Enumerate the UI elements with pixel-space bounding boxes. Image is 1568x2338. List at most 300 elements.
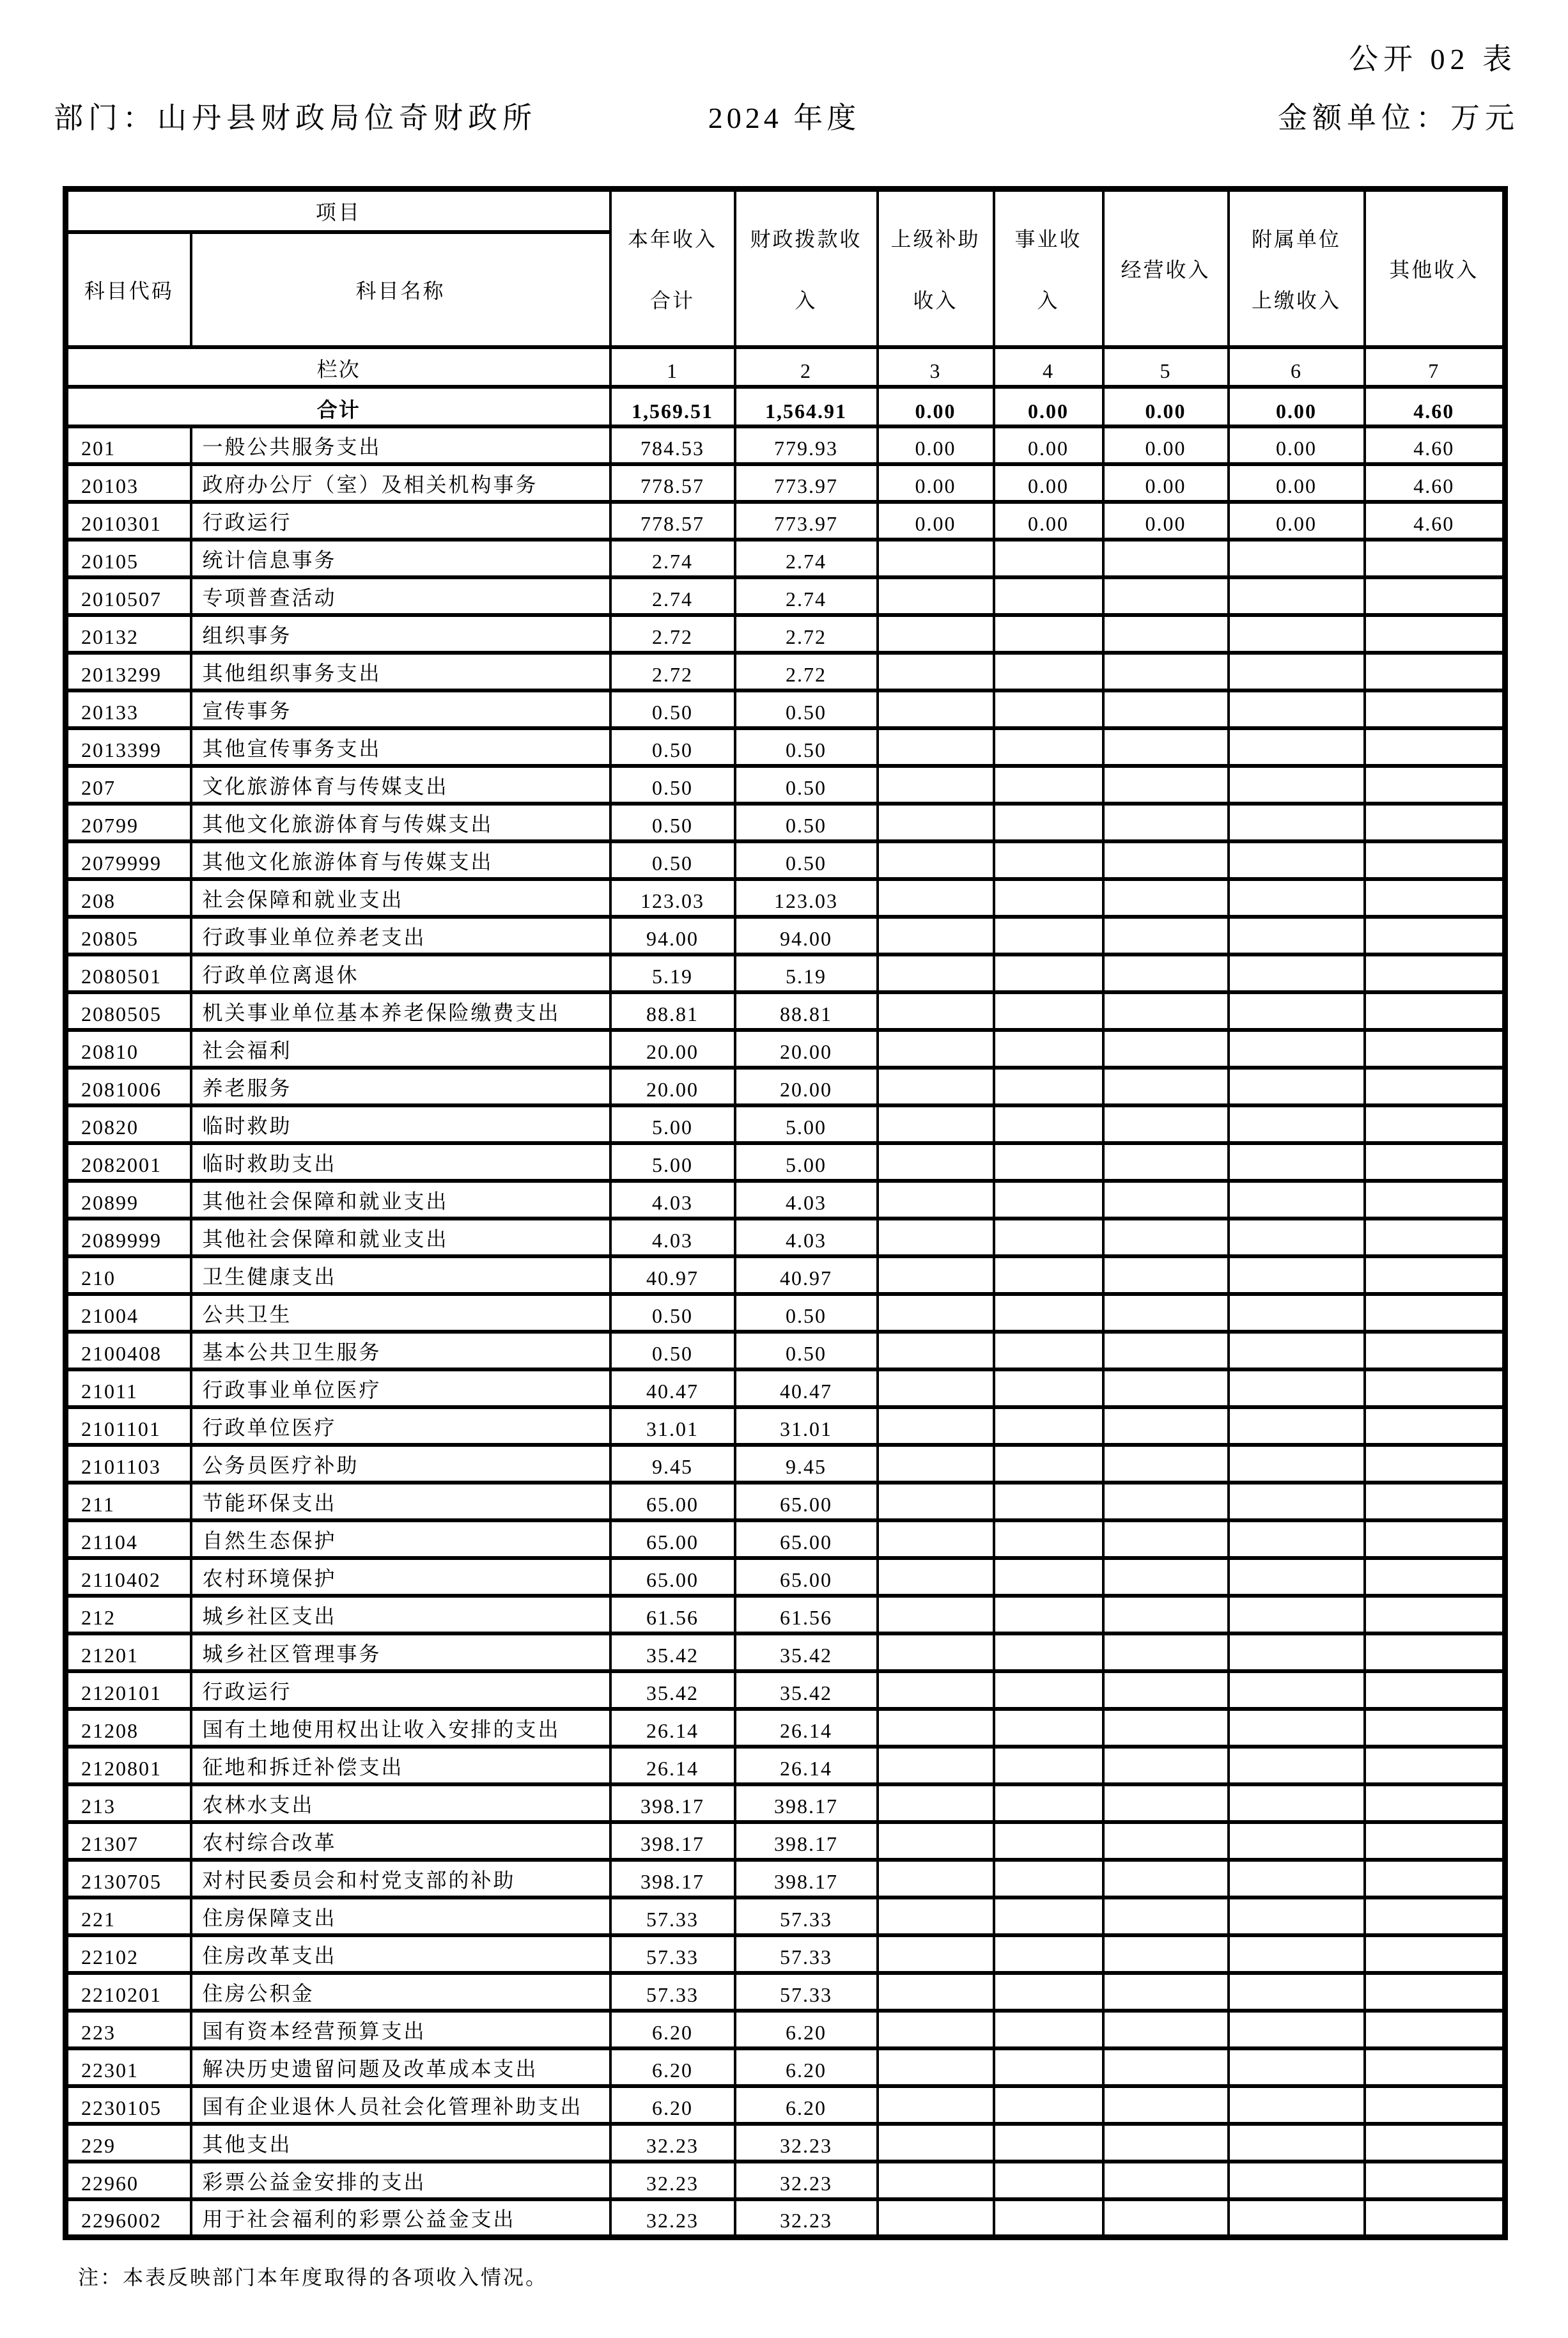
- cell-value: [878, 1822, 994, 1860]
- cell-value: 40.47: [610, 1369, 735, 1407]
- cell-subject-name: 征地和拆迁补偿支出: [191, 1747, 610, 1784]
- cell-value: [878, 917, 994, 955]
- cell-value: [1365, 1294, 1505, 1332]
- cell-value: [1365, 1935, 1505, 1973]
- total-value-cell: 1,564.91: [735, 387, 878, 426]
- cell-value: [1229, 1068, 1365, 1105]
- cell-value: [878, 1860, 994, 1898]
- cell-value: 0.00: [878, 426, 994, 464]
- cell-subject-code: 223: [66, 2011, 191, 2048]
- cell-value: 398.17: [735, 1784, 878, 1822]
- department-label: 部门：山丹县财政局位奇财政所: [54, 102, 537, 134]
- cell-subject-name: 行政运行: [191, 502, 610, 540]
- cell-subject-name: 养老服务: [191, 1068, 610, 1105]
- cell-value: [1103, 728, 1229, 766]
- cell-subject-code: 21208: [66, 1709, 191, 1747]
- column-header-line: 上缴收入: [1252, 288, 1342, 312]
- cell-value: 4.03: [610, 1181, 735, 1219]
- cell-value: [1229, 1520, 1365, 1558]
- cell-value: [1229, 1671, 1365, 1709]
- cell-value: 65.00: [610, 1558, 735, 1596]
- cell-value: [994, 1671, 1103, 1709]
- cell-value: [878, 1143, 994, 1181]
- cell-value: 0.00: [994, 464, 1103, 502]
- cell-value: [994, 992, 1103, 1030]
- cell-value: [1103, 1935, 1229, 1973]
- cell-value: [1365, 1747, 1505, 1784]
- cell-value: [1365, 1973, 1505, 2011]
- cell-value: [1365, 653, 1505, 690]
- cell-value: [1229, 1935, 1365, 1973]
- cell-value: 9.45: [610, 1445, 735, 1483]
- cell-value: [1103, 1219, 1229, 1256]
- table-row: [66, 879, 1505, 917]
- cell-value: 123.03: [610, 879, 735, 917]
- cell-value: 0.50: [610, 690, 735, 728]
- column-header-line: 财政拨款收: [750, 228, 862, 251]
- cell-value: 0.50: [610, 728, 735, 766]
- column-header-fiscal-appropriation: [735, 189, 878, 348]
- table-row: [66, 1596, 1505, 1633]
- cell-subject-name: 组织事务: [191, 615, 610, 653]
- cell-value: 0.00: [1229, 426, 1365, 464]
- cell-value: [1365, 955, 1505, 992]
- cell-value: 65.00: [610, 1520, 735, 1558]
- cell-value: [1229, 804, 1365, 841]
- cell-subject-code: 213: [66, 1784, 191, 1822]
- cell-value: [1365, 577, 1505, 615]
- cell-value: [994, 1369, 1103, 1407]
- cell-value: 398.17: [610, 1784, 735, 1822]
- cell-value: 0.00: [1229, 464, 1365, 502]
- cell-value: 4.60: [1365, 464, 1505, 502]
- cell-value: [994, 1784, 1103, 1822]
- cell-value: 5.00: [735, 1143, 878, 1181]
- cell-value: [1365, 1030, 1505, 1068]
- table-row: [66, 955, 1505, 992]
- cell-subject-code: 20133: [66, 690, 191, 728]
- cell-value: [994, 1898, 1103, 1935]
- cell-value: [994, 1294, 1103, 1332]
- table-row: [66, 1973, 1505, 2011]
- table-row: [66, 766, 1505, 804]
- cell-value: 2.72: [735, 653, 878, 690]
- column-index-cell: 5: [1103, 347, 1229, 387]
- cell-value: [1103, 1520, 1229, 1558]
- cell-value: [994, 1068, 1103, 1105]
- column-header-line: 收入: [913, 288, 958, 312]
- cell-value: 5.00: [735, 1105, 878, 1143]
- cell-value: [1365, 1219, 1505, 1256]
- cell-value: [1365, 1709, 1505, 1747]
- cell-value: [1365, 1407, 1505, 1445]
- cell-value: 784.53: [610, 426, 735, 464]
- cell-value: [994, 615, 1103, 653]
- table-row: [66, 464, 1505, 502]
- table-row: [66, 1369, 1505, 1407]
- cell-subject-name: 用于社会福利的彩票公益金支出: [191, 2199, 610, 2237]
- table-row: [66, 1898, 1505, 1935]
- form-number-label: 公开 02 表: [1349, 43, 1517, 75]
- cell-value: [1365, 804, 1505, 841]
- cell-value: [1229, 728, 1365, 766]
- cell-value: 0.50: [735, 804, 878, 841]
- cell-subject-name: 专项普查活动: [191, 577, 610, 615]
- cell-value: [878, 1935, 994, 1973]
- cell-subject-code: 210: [66, 1256, 191, 1294]
- cell-subject-name: 机关事业单位基本养老保险缴费支出: [191, 992, 610, 1030]
- income-table: [63, 186, 1508, 2240]
- table-row: [66, 992, 1505, 1030]
- cell-subject-code: 21201: [66, 1633, 191, 1671]
- cell-value: [1365, 1558, 1505, 1596]
- column-index-cell: 4: [994, 347, 1103, 387]
- cell-value: [1365, 1596, 1505, 1633]
- cell-value: 398.17: [735, 1822, 878, 1860]
- cell-subject-name: 宣传事务: [191, 690, 610, 728]
- cell-value: 6.20: [735, 2086, 878, 2124]
- cell-value: [1229, 2048, 1365, 2086]
- cell-value: 35.42: [610, 1671, 735, 1709]
- cell-value: [1365, 1633, 1505, 1671]
- cell-value: [1365, 1143, 1505, 1181]
- cell-subject-name: 农村环境保护: [191, 1558, 610, 1596]
- total-value-cell: 0.00: [878, 387, 994, 426]
- cell-value: [994, 1935, 1103, 1973]
- cell-value: [1103, 1633, 1229, 1671]
- cell-value: 26.14: [735, 1747, 878, 1784]
- table-row: [66, 502, 1505, 540]
- cell-value: [1103, 1822, 1229, 1860]
- cell-value: [878, 2086, 994, 2124]
- cell-value: [994, 2124, 1103, 2162]
- cell-value: [1229, 1784, 1365, 1822]
- cell-value: [1103, 540, 1229, 577]
- cell-value: [994, 1633, 1103, 1671]
- cell-value: 20.00: [610, 1068, 735, 1105]
- table-row: [66, 728, 1505, 766]
- cell-value: 94.00: [735, 917, 878, 955]
- cell-value: [878, 1973, 994, 2011]
- cell-value: [878, 1596, 994, 1633]
- cell-value: 0.50: [735, 690, 878, 728]
- cell-subject-name: 公务员医疗补助: [191, 1445, 610, 1483]
- cell-value: [1365, 1256, 1505, 1294]
- cell-value: [1229, 917, 1365, 955]
- column-header-line: 入: [1037, 288, 1060, 312]
- table-row: [66, 1558, 1505, 1596]
- cell-subject-name: 一般公共服务支出: [191, 426, 610, 464]
- cell-value: [994, 955, 1103, 992]
- table-row: [66, 804, 1505, 841]
- column-header-line: 入: [795, 288, 818, 312]
- cell-subject-code: 22960: [66, 2162, 191, 2199]
- cell-value: [1103, 1973, 1229, 2011]
- cell-value: [1229, 1105, 1365, 1143]
- cell-value: [1365, 1332, 1505, 1369]
- cell-value: [1365, 1105, 1505, 1143]
- cell-subject-code: 20132: [66, 615, 191, 653]
- cell-value: 2.74: [610, 540, 735, 577]
- cell-value: [1365, 2199, 1505, 2237]
- cell-subject-name: 彩票公益金安排的支出: [191, 2162, 610, 2199]
- cell-value: [994, 766, 1103, 804]
- cell-value: [1103, 1709, 1229, 1747]
- cell-subject-code: 2100408: [66, 1332, 191, 1369]
- column-header-operating-income: [1103, 189, 1229, 348]
- cell-value: [994, 1030, 1103, 1068]
- cell-subject-name: 对村民委员会和村党支部的补助: [191, 1860, 610, 1898]
- table-row: [66, 1181, 1505, 1219]
- cell-value: 40.97: [610, 1256, 735, 1294]
- cell-value: [994, 1860, 1103, 1898]
- cell-value: 57.33: [610, 1898, 735, 1935]
- cell-value: 0.00: [1229, 502, 1365, 540]
- cell-value: [1103, 1143, 1229, 1181]
- cell-value: [1103, 690, 1229, 728]
- project-header-cell: 项目: [66, 189, 610, 233]
- document-meta-line: [0, 95, 1568, 134]
- cell-subject-name: 节能环保支出: [191, 1483, 610, 1520]
- cell-value: [878, 577, 994, 615]
- cell-value: 65.00: [610, 1483, 735, 1520]
- cell-subject-name: 公共卫生: [191, 1294, 610, 1332]
- cell-value: [1365, 992, 1505, 1030]
- cell-value: 6.20: [610, 2086, 735, 2124]
- cell-value: [1103, 1105, 1229, 1143]
- cell-value: [994, 1407, 1103, 1445]
- cell-subject-name: 基本公共卫生服务: [191, 1332, 610, 1369]
- cell-value: [1103, 2086, 1229, 2124]
- cell-value: 6.20: [735, 2048, 878, 2086]
- table-row: [66, 1445, 1505, 1483]
- cell-value: [878, 1181, 994, 1219]
- cell-value: 32.23: [735, 2124, 878, 2162]
- cell-subject-code: 21004: [66, 1294, 191, 1332]
- cell-value: [878, 841, 994, 879]
- table-row: [66, 615, 1505, 653]
- cell-value: 57.33: [735, 1935, 878, 1973]
- cell-subject-code: 208: [66, 879, 191, 917]
- cell-value: 398.17: [610, 1860, 735, 1898]
- cell-value: 94.00: [610, 917, 735, 955]
- cell-value: [878, 2011, 994, 2048]
- cell-value: [1103, 2048, 1229, 2086]
- cell-subject-code: 2120101: [66, 1671, 191, 1709]
- cell-value: [1229, 1407, 1365, 1445]
- cell-value: [994, 841, 1103, 879]
- cell-value: [1365, 1860, 1505, 1898]
- cell-subject-code: 20799: [66, 804, 191, 841]
- cell-value: 0.50: [610, 841, 735, 879]
- cell-value: 773.97: [735, 464, 878, 502]
- table-row: [66, 2162, 1505, 2199]
- cell-value: [878, 2199, 994, 2237]
- cell-subject-code: 20810: [66, 1030, 191, 1068]
- cell-value: [1229, 1181, 1365, 1219]
- cell-value: [1103, 615, 1229, 653]
- cell-value: [994, 653, 1103, 690]
- cell-value: [994, 728, 1103, 766]
- cell-value: [1365, 1520, 1505, 1558]
- cell-value: [1229, 1030, 1365, 1068]
- cell-value: 4.03: [735, 1219, 878, 1256]
- cell-value: 0.50: [735, 728, 878, 766]
- cell-value: [878, 1520, 994, 1558]
- cell-value: 32.23: [610, 2199, 735, 2237]
- cell-value: 65.00: [735, 1520, 878, 1558]
- cell-value: [1229, 1633, 1365, 1671]
- cell-value: [1103, 1407, 1229, 1445]
- cell-value: [1229, 2086, 1365, 2124]
- cell-value: 0.00: [1103, 426, 1229, 464]
- column-index-row: [66, 347, 1505, 387]
- cell-value: [1103, 1558, 1229, 1596]
- cell-value: 5.00: [610, 1105, 735, 1143]
- cell-subject-name: 文化旅游体育与传媒支出: [191, 766, 610, 804]
- cell-value: 398.17: [735, 1860, 878, 1898]
- cell-value: [1229, 992, 1365, 1030]
- cell-value: [878, 2048, 994, 2086]
- cell-value: [1229, 615, 1365, 653]
- column-header-line: 附属单位: [1252, 228, 1342, 251]
- cell-subject-name: 其他文化旅游体育与传媒支出: [191, 841, 610, 879]
- cell-value: [994, 917, 1103, 955]
- cell-value: 6.20: [610, 2048, 735, 2086]
- table-row: [66, 1747, 1505, 1784]
- cell-value: [1229, 879, 1365, 917]
- cell-value: [994, 1143, 1103, 1181]
- cell-subject-code: 229: [66, 2124, 191, 2162]
- cell-value: [1365, 1483, 1505, 1520]
- cell-value: 35.42: [735, 1633, 878, 1671]
- cell-value: [1229, 1294, 1365, 1332]
- table-row: [66, 2011, 1505, 2048]
- table-row: [66, 1671, 1505, 1709]
- cell-value: [1103, 917, 1229, 955]
- cell-value: 32.23: [610, 2124, 735, 2162]
- cell-subject-code: 2120801: [66, 1747, 191, 1784]
- cell-value: [1365, 2162, 1505, 2199]
- cell-value: 57.33: [610, 1935, 735, 1973]
- cell-subject-code: 2079999: [66, 841, 191, 879]
- cell-subject-name: 临时救助: [191, 1105, 610, 1143]
- total-value-cell: 0.00: [1229, 387, 1365, 426]
- cell-subject-name: 政府办公厅（室）及相关机构事务: [191, 464, 610, 502]
- cell-subject-name: 卫生健康支出: [191, 1256, 610, 1294]
- cell-value: [1365, 1784, 1505, 1822]
- cell-subject-code: 21104: [66, 1520, 191, 1558]
- cell-value: [994, 1332, 1103, 1369]
- cell-value: [878, 766, 994, 804]
- cell-value: [1103, 1671, 1229, 1709]
- table-row: [66, 1633, 1505, 1671]
- cell-subject-code: 21011: [66, 1369, 191, 1407]
- cell-subject-name: 其他支出: [191, 2124, 610, 2162]
- cell-value: 4.03: [735, 1181, 878, 1219]
- table-row: [66, 1030, 1505, 1068]
- cell-value: [1103, 992, 1229, 1030]
- cell-value: [994, 1973, 1103, 2011]
- cell-value: 65.00: [735, 1483, 878, 1520]
- cell-value: [878, 1369, 994, 1407]
- table-row: [66, 841, 1505, 879]
- column-index-cell: 2: [735, 347, 878, 387]
- cell-value: [1229, 2162, 1365, 2199]
- cell-value: [1103, 1860, 1229, 1898]
- cell-value: [878, 2162, 994, 2199]
- cell-value: [1103, 1784, 1229, 1822]
- cell-subject-code: 2010301: [66, 502, 191, 540]
- cell-subject-code: 20899: [66, 1181, 191, 1219]
- cell-value: [994, 1445, 1103, 1483]
- cell-subject-code: 2101103: [66, 1445, 191, 1483]
- cell-value: [1103, 1256, 1229, 1294]
- cell-value: [1365, 2011, 1505, 2048]
- amount-unit-label: 金额单位：万元: [1278, 102, 1519, 134]
- cell-subject-name: 国有土地使用权出让收入安排的支出: [191, 1709, 610, 1747]
- column-header-line: 本年收入: [628, 228, 718, 251]
- cell-subject-code: 221: [66, 1898, 191, 1935]
- cell-value: [878, 1709, 994, 1747]
- cell-subject-name: 社会福利: [191, 1030, 610, 1068]
- cell-value: [878, 1747, 994, 1784]
- cell-value: 0.50: [610, 1332, 735, 1369]
- cell-value: [994, 2086, 1103, 2124]
- cell-value: [1229, 1445, 1365, 1483]
- column-header-line: 事业收: [1014, 228, 1082, 251]
- cell-value: [878, 1332, 994, 1369]
- cell-value: [1229, 2199, 1365, 2237]
- total-label-cell: 合计: [66, 387, 610, 426]
- cell-value: [1229, 1332, 1365, 1369]
- cell-value: [994, 2162, 1103, 2199]
- cell-value: 2.74: [610, 577, 735, 615]
- column-header-line: 合计: [650, 288, 695, 312]
- cell-subject-name: 国有企业退休人员社会化管理补助支出: [191, 2086, 610, 2124]
- cell-value: 0.50: [735, 1294, 878, 1332]
- cell-value: 5.00: [610, 1143, 735, 1181]
- table-body: [66, 426, 1505, 2237]
- table-row: [66, 426, 1505, 464]
- cell-value: [878, 728, 994, 766]
- cell-value: [1229, 1219, 1365, 1256]
- cell-value: 57.33: [735, 1898, 878, 1935]
- cell-value: 773.97: [735, 502, 878, 540]
- cell-value: [878, 540, 994, 577]
- cell-value: 0.00: [878, 464, 994, 502]
- cell-value: [994, 1558, 1103, 1596]
- cell-value: [1365, 879, 1505, 917]
- cell-value: 32.23: [735, 2162, 878, 2199]
- cell-value: 31.01: [610, 1407, 735, 1445]
- cell-value: [1229, 1822, 1365, 1860]
- cell-value: [1229, 1369, 1365, 1407]
- cell-value: 61.56: [610, 1596, 735, 1633]
- cell-value: 4.60: [1365, 426, 1505, 464]
- cell-value: [994, 1219, 1103, 1256]
- cell-value: 398.17: [610, 1822, 735, 1860]
- cell-value: 0.50: [735, 841, 878, 879]
- table-row: [66, 1784, 1505, 1822]
- cell-value: 0.50: [610, 804, 735, 841]
- total-value-cell: 1,569.51: [610, 387, 735, 426]
- cell-value: [878, 1256, 994, 1294]
- cell-value: [878, 2124, 994, 2162]
- cell-subject-code: 2089999: [66, 1219, 191, 1256]
- cell-value: [878, 690, 994, 728]
- cell-value: 778.57: [610, 502, 735, 540]
